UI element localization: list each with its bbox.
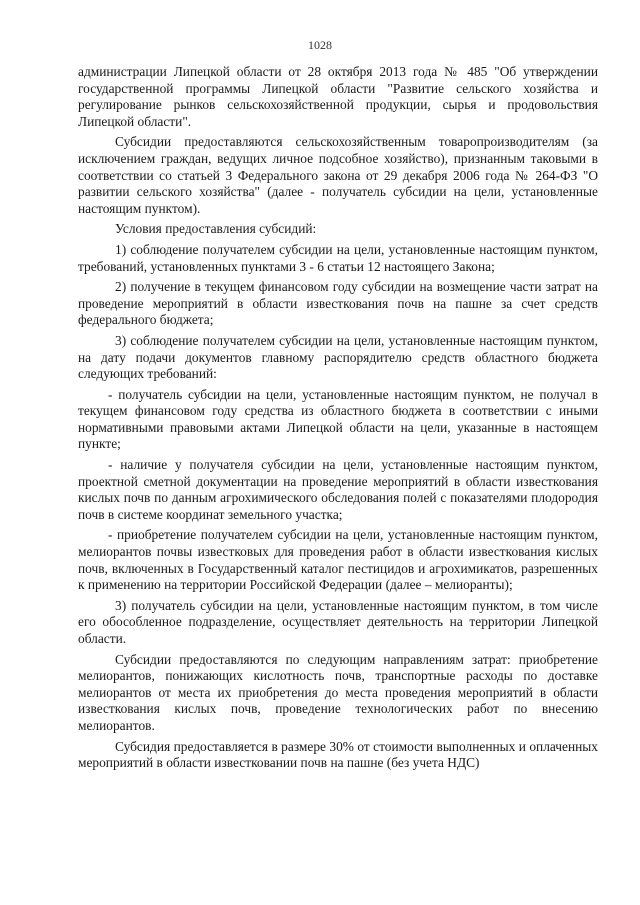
condition-item-2: 2) получение в текущем финансовом году субсидии на возмещение части затрат на проведение мероприятий в области известкования почв на пашне за счет средств федерального бюджета;	[78, 279, 598, 328]
requirement-item-2: - наличие у получателя субсидии на цели, установленные настоящим пунктом, проектной сметной документации на проведение мероприятий в области известкования кислых почв по данным агрохимического обследования полей с показателями плодородия почв в системе координат земельного участка;	[78, 457, 598, 522]
requirement-item-3: - приобретение получателем субсидии на цели, установленные настоящим пунктом, мелиорантов почвы известковых для проведения работ в области известкования кислых почв, включенных в Государственный каталог пестицидов и агрохимикатов, разрешенных к применению на территории Российской Федерации (далее – мелиоранты);	[78, 527, 598, 593]
condition-item-3: 3) соблюдение получателем субсидии на цели, установленные настоящим пунктом, на дату подачи документов главному распорядителю средств областного бюджета следующих требований:	[78, 332, 598, 382]
paragraph-recipients: Субсидии предоставляются сельскохозяйственным товаропроизводителям (за исключением граждан, ведущих личное подсобное хозяйство), признанным таковыми в соответствии со статьей 3 Федерального закона от 29 декабря 2006 года № 264-ФЗ "О развитии сельского хозяйства" (далее - получатель субсидии на цели, установленные настоящим пунктом).	[78, 134, 598, 216]
paragraph-continuation: администрации Липецкой области от 28 октября 2013 года № 485 "Об утверждении государственной программы Липецкой области "Развитие сельского хозяйства и регулирование рынков сельскохозяйственной продукции, сырья и продовольствия Липецкой области".	[78, 64, 598, 129]
requirement-item-1: - получатель субсидии на цели, установленные настоящим пунктом, не получал в текущем финансовом году средства из областного бюджета в соответствии с иными нормативными правовыми актами Липецкой области на цели, указанные в настоящем пункте;	[78, 386, 598, 452]
page-number: 1028	[308, 38, 332, 52]
paragraph-cost-directions: Субсидии предоставляются по следующим направлениям затрат: приобретение мелиорантов, понижающих кислотность почв, транспортные расходы по доставке мелиорантов от места их приобретения до места проведения мероприятий в области известкования кислых почв, проведение технологических работ по внесению мелиорантов.	[78, 651, 598, 733]
paragraph-conditions-heading: Условия предоставления субсидий:	[115, 221, 317, 237]
paragraph-subsidy-amount: Субсидия предоставляется в размере 30% от стоимости выполненных и оплаченных мероприятий в области известковании почв на пашне (без учета НДС)	[78, 738, 598, 771]
document-body	[78, 64, 598, 776]
condition-item-4: 3) получатель субсидии на цели, установленные настоящим пунктом, в том числе его обособленное подразделение, осуществляет деятельность на территории Липецкой области.	[78, 597, 598, 646]
condition-item-1: 1) соблюдение получателем субсидии на цели, установленные настоящим пунктом, требований, установленных пунктами 3 - 6 статьи 12 настоящего Закона;	[78, 241, 598, 274]
